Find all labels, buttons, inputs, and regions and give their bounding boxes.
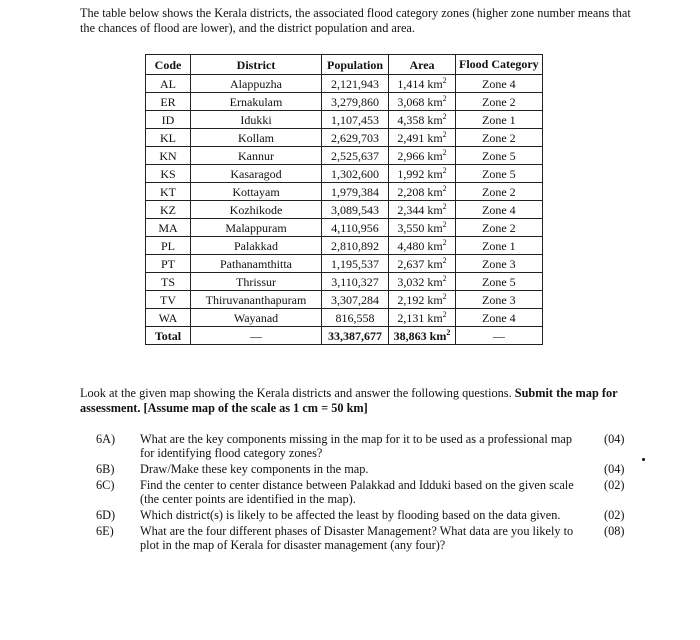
area-exponent: 2 [442, 291, 447, 301]
zone-cell-text: Zone 2 [482, 184, 516, 199]
area-cell-text: 3,550 km [397, 220, 443, 235]
table-row [146, 111, 543, 129]
question-list [96, 432, 636, 554]
zone-cell-text: Zone 2 [482, 94, 516, 109]
area-cell [389, 273, 456, 291]
district-cell [191, 327, 322, 345]
district-cell [191, 237, 322, 255]
area-exponent: 2 [442, 219, 447, 229]
area-cell [389, 219, 456, 237]
population-cell [322, 75, 389, 93]
population-cell [322, 309, 389, 327]
area-cell-text: 2,208 km [397, 184, 443, 199]
question-text: Draw/Make these key components in the map. [140, 462, 369, 476]
zone-cell [456, 255, 543, 273]
area-cell-text: 2,637 km [397, 256, 443, 271]
area-exponent: 2 [442, 129, 447, 139]
zone-cell [456, 291, 543, 309]
zone-cell-text: Zone 1 [482, 238, 516, 253]
population-cell-text: 3,089,543 [331, 202, 379, 217]
population-cell [322, 291, 389, 309]
question-text: What are the key components missing in the map for it to be used as a professional map for identifying flood category zones? [140, 432, 572, 460]
question-marks: (04) [604, 432, 625, 446]
question-number: 6B) [96, 462, 115, 476]
zone-cell-text: Zone 3 [482, 256, 516, 271]
zone-cell [456, 273, 543, 291]
code-cell-text: AL [160, 76, 176, 91]
population-cell-text: 3,279,860 [331, 94, 379, 109]
code-cell-text: KS [160, 166, 176, 181]
question-marks: (02) [604, 508, 625, 522]
code-cell [146, 309, 191, 327]
code-cell [146, 93, 191, 111]
area-cell [389, 165, 456, 183]
zone-cell [456, 111, 543, 129]
area-exponent: 2 [442, 237, 447, 247]
area-cell-text: 38,863 km [393, 328, 447, 343]
area-exponent: 2 [442, 273, 447, 283]
area-exponent: 2 [442, 183, 447, 193]
question-number: 6D) [96, 508, 116, 522]
district-cell [191, 309, 322, 327]
area-cell [389, 255, 456, 273]
district-cell [191, 219, 322, 237]
population-cell-text: 33,387,677 [328, 328, 382, 343]
question-item [96, 462, 636, 476]
code-cell-text: KT [160, 184, 176, 199]
district-cell-text: Kannur [238, 148, 274, 163]
table-row [146, 255, 543, 273]
area-cell-text: 2,966 km [397, 148, 443, 163]
district-cell-text: Idukki [240, 112, 272, 127]
zone-cell-text: Zone 5 [482, 274, 516, 289]
table-row [146, 309, 543, 327]
table-row [146, 273, 543, 291]
code-cell-text: KZ [160, 202, 176, 217]
header-code: Code [146, 55, 191, 75]
table-row [146, 219, 543, 237]
district-cell [191, 165, 322, 183]
district-cell-text: Pathanamthitta [220, 256, 292, 271]
code-cell [146, 183, 191, 201]
area-exponent: 2 [446, 327, 451, 337]
code-cell [146, 147, 191, 165]
area-cell [389, 201, 456, 219]
population-cell [322, 183, 389, 201]
question-item [96, 524, 636, 552]
zone-cell-text: Zone 5 [482, 148, 516, 163]
area-exponent: 2 [442, 309, 447, 319]
area-cell [389, 75, 456, 93]
district-cell-text: Kollam [238, 130, 274, 145]
zone-cell [456, 129, 543, 147]
area-exponent: 2 [442, 201, 447, 211]
population-cell [322, 327, 389, 345]
table-row [146, 147, 543, 165]
zone-cell [456, 201, 543, 219]
district-cell [191, 75, 322, 93]
code-cell-text: TV [160, 292, 176, 307]
district-cell [191, 273, 322, 291]
table-row [146, 75, 543, 93]
area-cell [389, 147, 456, 165]
code-cell [146, 111, 191, 129]
district-cell [191, 147, 322, 165]
population-cell-text: 1,302,600 [331, 166, 379, 181]
table-row [146, 129, 543, 147]
district-cell [191, 129, 322, 147]
code-cell [146, 75, 191, 93]
code-cell [146, 219, 191, 237]
header-district: District [191, 55, 322, 75]
question-number: 6C) [96, 478, 115, 492]
area-exponent: 2 [442, 147, 447, 157]
population-cell-text: 4,110,956 [331, 220, 379, 235]
area-cell-text: 4,480 km [397, 238, 443, 253]
area-cell [389, 183, 456, 201]
population-cell-text: 816,558 [335, 310, 375, 325]
table-row [146, 165, 543, 183]
question-item [96, 432, 636, 460]
area-cell [389, 291, 456, 309]
question-marks: (04) [604, 462, 625, 476]
table-row [146, 237, 543, 255]
code-cell [146, 129, 191, 147]
zone-cell [456, 327, 543, 345]
district-cell [191, 183, 322, 201]
population-cell [322, 219, 389, 237]
population-cell [322, 255, 389, 273]
stray-dot [642, 458, 645, 461]
zone-cell [456, 237, 543, 255]
population-cell-text: 2,810,892 [331, 238, 379, 253]
code-cell [146, 291, 191, 309]
area-cell [389, 111, 456, 129]
question-item [96, 478, 636, 506]
table-header-row [146, 55, 543, 75]
population-cell [322, 111, 389, 129]
district-cell-text: Malappuram [225, 220, 287, 235]
area-cell [389, 309, 456, 327]
code-cell-text: PT [160, 256, 175, 271]
area-cell [389, 327, 456, 345]
question-text: Find the center to center distance between Palakkad and Idduki based on the given scale (the center points are identified in the map). [140, 478, 574, 506]
code-cell [146, 255, 191, 273]
zone-cell [456, 165, 543, 183]
population-cell [322, 201, 389, 219]
population-cell [322, 165, 389, 183]
zone-cell-text: Zone 4 [482, 76, 516, 91]
area-cell-text: 4,358 km [397, 112, 443, 127]
table-row [146, 201, 543, 219]
area-exponent: 2 [442, 93, 447, 103]
district-cell-text: Alappuzha [230, 76, 282, 91]
zone-cell [456, 183, 543, 201]
total-row [146, 327, 543, 345]
population-cell-text: 2,525,637 [331, 148, 379, 163]
population-cell-text: 2,121,943 [331, 76, 379, 91]
code-cell-text: KL [160, 130, 176, 145]
area-cell-text: 2,491 km [397, 130, 443, 145]
area-cell-text: 3,068 km [397, 94, 443, 109]
zone-cell-text: Zone 4 [482, 202, 516, 217]
population-cell-text: 3,110,327 [331, 274, 379, 289]
zone-cell-text: Zone 3 [482, 292, 516, 307]
area-exponent: 2 [442, 165, 447, 175]
district-cell-text: Wayanad [233, 310, 279, 325]
code-cell [146, 273, 191, 291]
code-cell-text: KN [159, 148, 177, 163]
code-cell-text: PL [160, 238, 175, 253]
table-row [146, 183, 543, 201]
header-area: Area [389, 55, 456, 75]
question-text: What are the four different phases of Disaster Management? What data are you likely to plot in the map of Kerala for disaster management (any four)? [140, 524, 574, 552]
table-row [146, 291, 543, 309]
population-cell-text: 1,107,453 [331, 112, 379, 127]
code-cell [146, 201, 191, 219]
district-cell-text: Thrissur [236, 274, 276, 289]
zone-cell [456, 147, 543, 165]
question-item [96, 508, 636, 522]
district-cell-text: Kozhikode [229, 202, 283, 217]
district-cell-text: — [250, 328, 262, 343]
question-marks: (08) [604, 524, 625, 538]
area-cell-text: 2,192 km [397, 292, 443, 307]
district-cell-text: Thiruvananthapuram [205, 292, 307, 307]
header-flood-category: Flood Category [456, 55, 543, 75]
district-cell-text: Kasaragod [230, 166, 282, 181]
instructions [80, 386, 640, 415]
zone-cell [456, 93, 543, 111]
instructions-bold: Submit the map for assessment. [Assume map of the scale as 1 cm = 50 km] [80, 386, 618, 415]
code-cell-text: Total [154, 328, 182, 343]
population-cell-text: 3,307,284 [331, 292, 379, 307]
zone-cell-text: Zone 2 [482, 220, 516, 235]
question-marks: (02) [604, 478, 625, 492]
area-cell [389, 93, 456, 111]
zone-cell-text: Zone 5 [482, 166, 516, 181]
zone-cell-text: Zone 1 [482, 112, 516, 127]
population-cell [322, 147, 389, 165]
zone-cell [456, 309, 543, 327]
population-cell-text: 1,979,384 [331, 184, 379, 199]
population-cell [322, 93, 389, 111]
question-number: 6A) [96, 432, 116, 446]
zone-cell-text: — [492, 328, 505, 343]
zone-cell-text: Zone 2 [482, 130, 516, 145]
header-population: Population [322, 55, 389, 75]
district-cell-text: Palakkad [234, 238, 278, 253]
area-cell-text: 2,131 km [397, 310, 443, 325]
code-cell-text: WA [158, 310, 178, 325]
area-cell [389, 237, 456, 255]
district-cell [191, 255, 322, 273]
zone-cell [456, 75, 543, 93]
table-body [146, 75, 543, 345]
table-row [146, 93, 543, 111]
question-number: 6E) [96, 524, 114, 538]
area-exponent: 2 [442, 75, 447, 85]
area-exponent: 2 [442, 255, 447, 265]
code-cell [146, 165, 191, 183]
population-cell [322, 237, 389, 255]
area-cell-text: 3,032 km [397, 274, 443, 289]
code-cell-text: ID [161, 112, 175, 127]
area-cell-text: 1,992 km [397, 166, 443, 181]
district-cell-text: Ernakulam [229, 94, 283, 109]
intro-text: The table below shows the Kerala districts, the associated flood category zones (higher zone number means that the chances of flood are lower), and the district population and area. [80, 6, 631, 35]
question-text: Which district(s) is likely to be affected the least by flooding based on the data given. [140, 508, 561, 522]
zone-cell-text: Zone 4 [482, 310, 516, 325]
code-cell [146, 237, 191, 255]
population-cell-text: 2,629,703 [331, 130, 379, 145]
district-cell-text: Kottayam [232, 184, 280, 199]
district-table [145, 54, 543, 345]
population-cell-text: 1,195,537 [331, 256, 379, 271]
area-exponent: 2 [442, 111, 447, 121]
area-cell [389, 129, 456, 147]
zone-cell [456, 219, 543, 237]
district-cell [191, 111, 322, 129]
population-cell [322, 129, 389, 147]
population-cell [322, 273, 389, 291]
area-cell-text: 1,414 km [397, 76, 443, 91]
code-cell-text: TS [160, 274, 175, 289]
code-cell-text: ER [160, 94, 176, 109]
district-cell [191, 93, 322, 111]
instructions-text: Look at the given map showing the Kerala districts and answer the following questions. [80, 386, 512, 400]
code-cell [146, 327, 191, 345]
code-cell-text: MA [158, 220, 178, 235]
district-cell [191, 201, 322, 219]
district-cell [191, 291, 322, 309]
area-cell-text: 2,344 km [397, 202, 443, 217]
